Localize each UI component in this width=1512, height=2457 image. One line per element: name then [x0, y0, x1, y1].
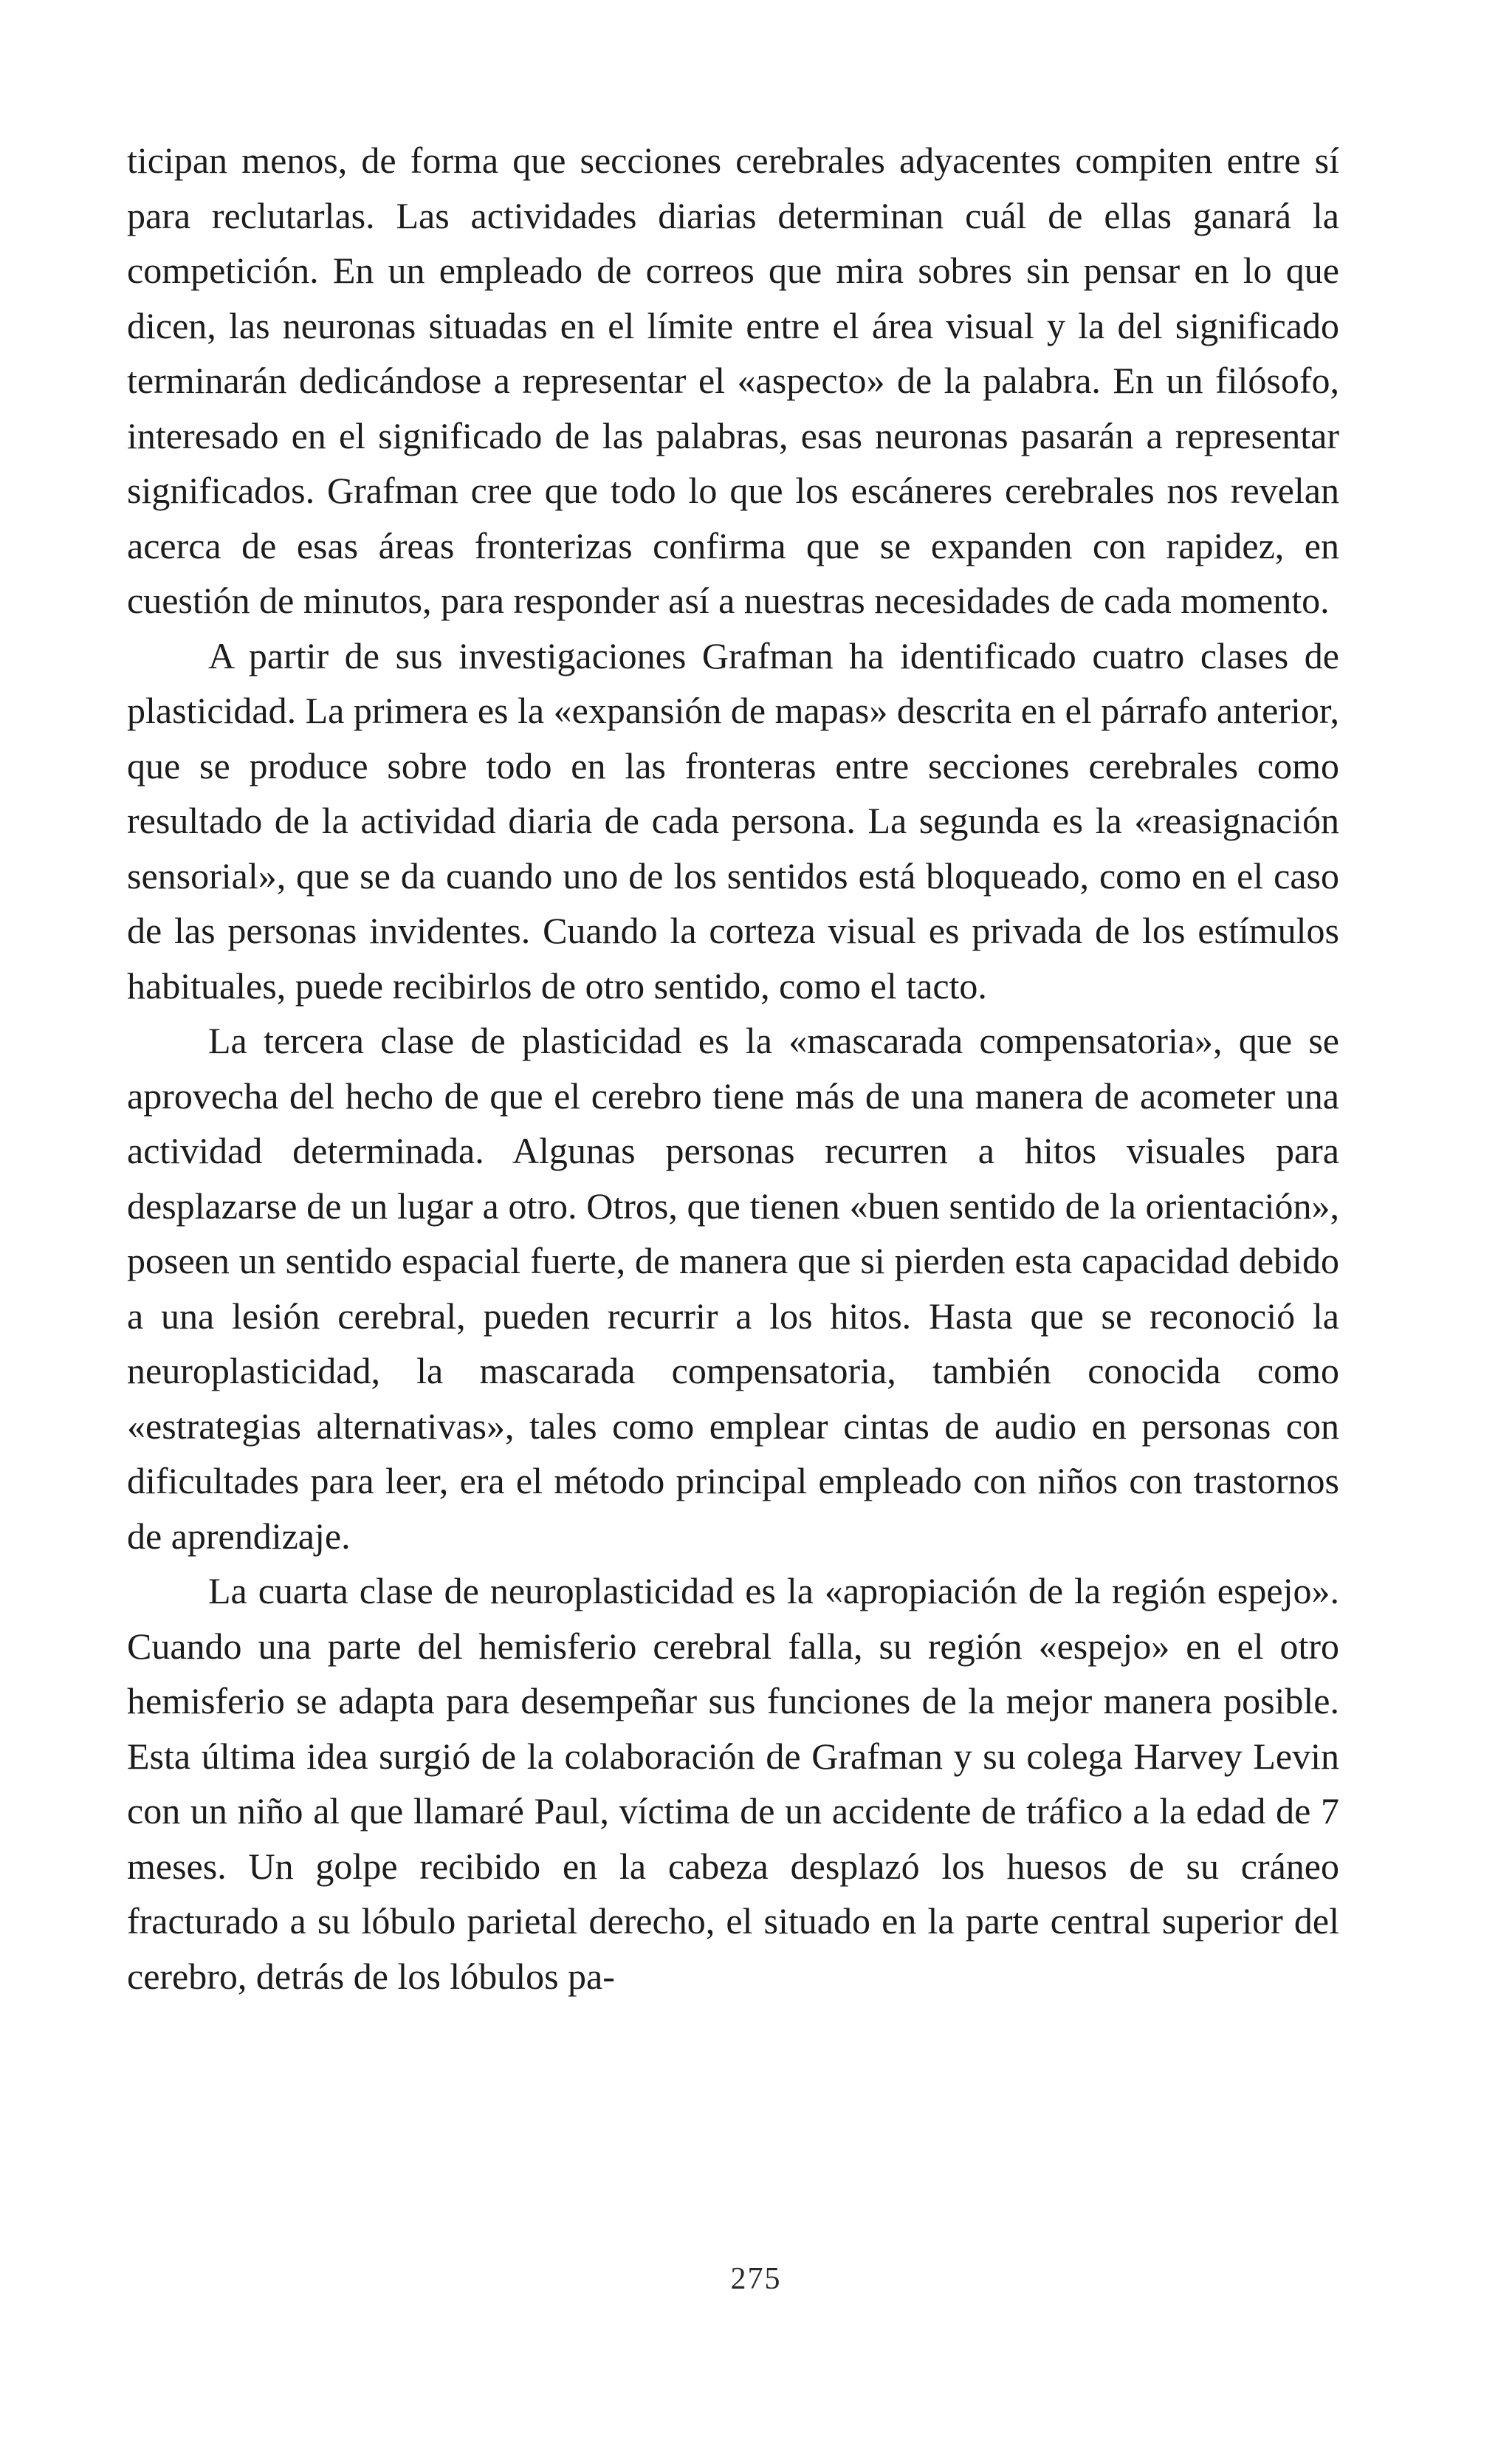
paragraph-4: La cuarta clase de neuroplasticidad es la «apropiación de la región espejo». Cuando una parte del hemisferio cerebral falla, su región «espejo» en el otro hemisferio se adapta para desempeñar sus funciones de la mejor manera posible. Esta última idea surgió de la colaboración de Grafman y su colega Harvey Levin con un niño al que llamaré Paul, víctima de un accidente de tráfico a la edad de 7 meses. Un golpe recibido en la cabeza desplazó los huesos de su cráneo fracturado a su lóbulo parietal derecho, el situado en la parte central superior del cerebro, detrás de los lóbulos pa-	[127, 1570, 1339, 1997]
paragraph-1: ticipan menos, de forma que secciones cerebrales adyacentes compiten entre sí para reclutarlas. Las actividades diarias determinan cuál de ellas ganará la competición. En un empleado de correos que mira sobres sin pensar en lo que dicen, las neuronas situadas en el límite entre el área visual y la del significado terminarán dedicándose a representar el «aspecto» de la palabra. En un filósofo, interesado en el significado de las palabras, esas neuronas pasarán a representar significados. Grafman cree que todo lo que los escáneres cerebrales nos revelan acerca de esas áreas fronterizas confirma que se expanden con rapidez, en cuestión de minutos, para responder así a nuestras necesidades de cada momento.	[127, 140, 1339, 621]
paragraph-3: La tercera clase de plasticidad es la «mascarada compensatoria», que se aprovecha del hecho de que el cerebro tiene más de una manera de acometer una actividad determinada. Algunas personas recurren a hitos visuales para desplazarse de un lugar a otro. Otros, que tienen «buen sentido de la orientación», poseen un sentido espacial fuerte, de manera que si pierden esta capacidad debido a una lesión cerebral, pueden recurrir a los hitos. Hasta que se reconoció la neuroplasticidad, la mascarada compensatoria, también conocida como «estrategias alternativas», tales como emplear cintas de audio en personas con dificultades para leer, era el método principal empleado con niños con trastornos de aprendizaje.	[127, 1020, 1339, 1557]
page-number: 275	[730, 2262, 782, 2296]
body-text	[127, 133, 1339, 2004]
paragraph-2: A partir de sus investigaciones Grafman ha identificado cuatro clases de plasticidad. La primera es la «expansión de mapas» descrita en el párrafo anterior, que se produce sobre todo en las fronteras entre secciones cerebrales como resultado de la actividad diaria de cada persona. La segunda es la «reasignación sensorial», que se da cuando uno de los sentidos está bloqueado, como en el caso de las personas invidentes. Cuando la corteza visual es privada de los estímulos habituales, puede recibirlos de otro sentido, como el tacto.	[127, 634, 1339, 1007]
